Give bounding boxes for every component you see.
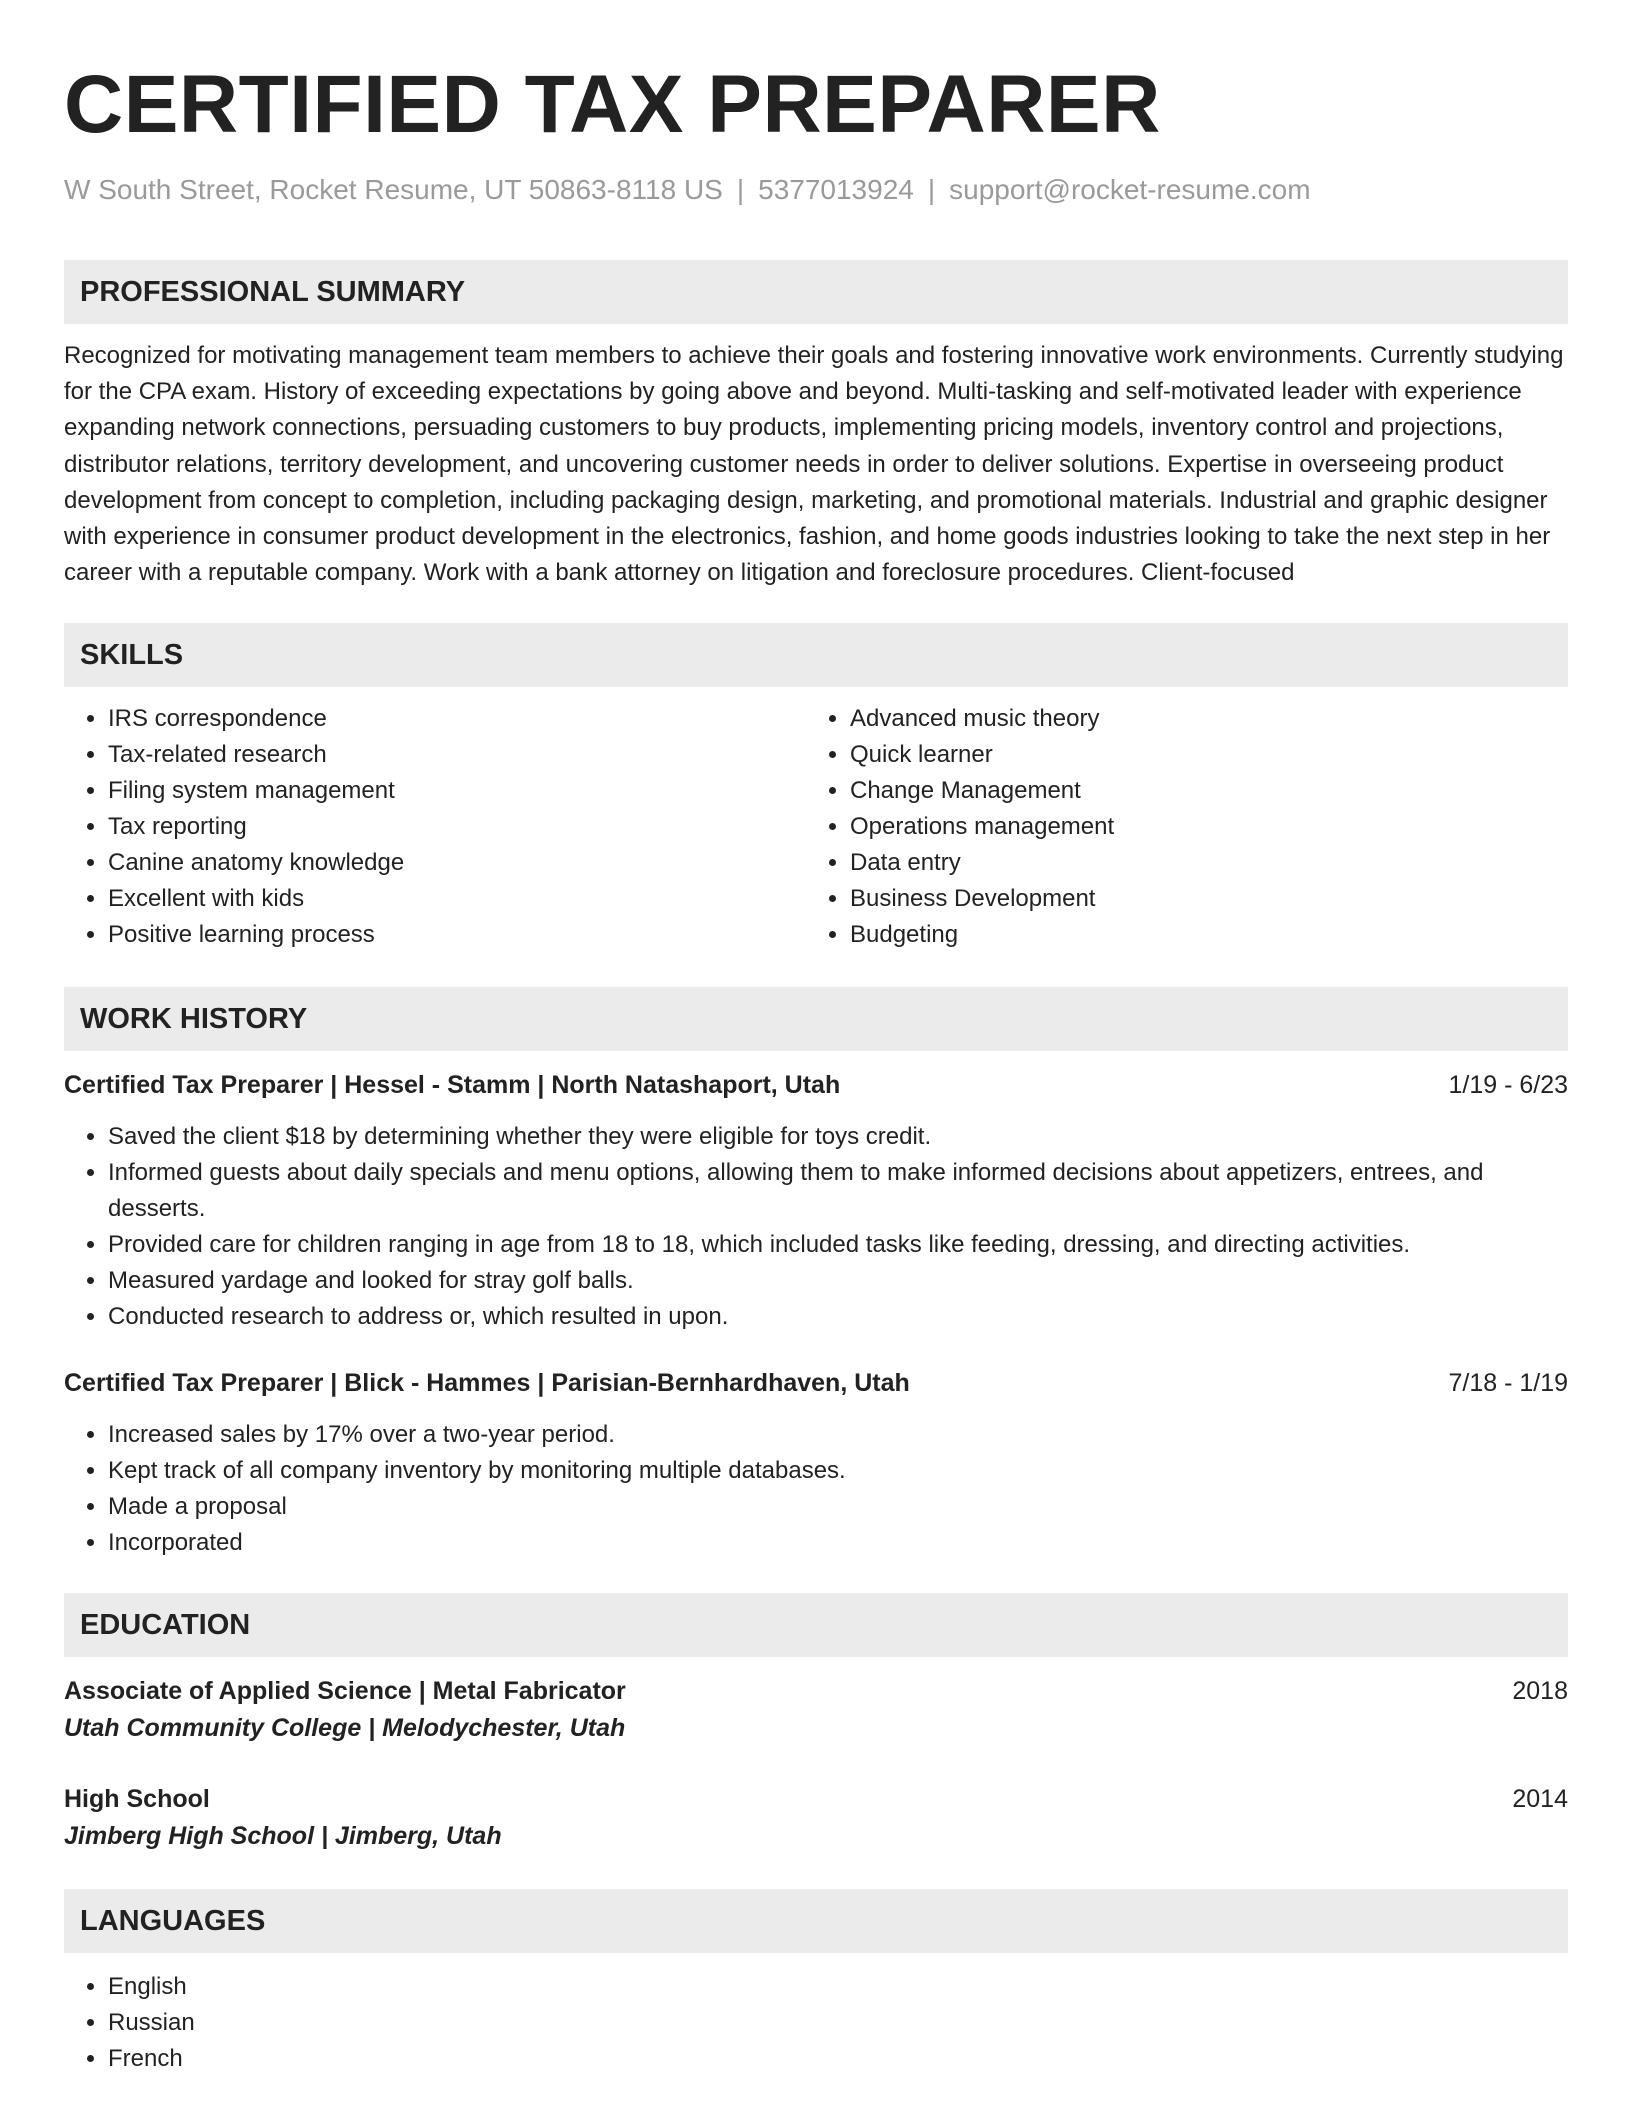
skill-item: • Business Development: [850, 881, 1548, 917]
language-item: • Russian: [108, 2005, 1568, 2041]
job-bullet: • Incorporated: [108, 1525, 1568, 1561]
contact-separator: |: [927, 174, 936, 205]
education-year: 2014: [1512, 1785, 1568, 1814]
skill-item: • Data entry: [850, 845, 1548, 881]
education-year: 2018: [1512, 1677, 1568, 1706]
job-bullet: • Kept track of all company inventory by monitoring multiple databases.: [108, 1453, 1568, 1489]
summary-text: Recognized for motivating management team members to achieve their goals and fostering innovative work environments. Currently studying for the CPA exam. History of exceeding expectations by going above and beyond. Multi-tasking and self-motivated leader with experience expanding network connections, persuading customers to buy products, implementing pricing models, inventory control and projections, distributor relations, territory development, and uncovering customer needs in order to deliver solutions. Expertise in overseeing product development from concept to completion, including packaging design, marketing, and promotional materials. Industrial and graphic designer with experience in consumer product development in the electronics, fashion, and home goods industries looking to take the next step in her career with a reputable company. Work with a bank attorney on litigation and foreclosure procedures. Client-focused: [64, 342, 1564, 587]
job-title: Certified Tax Preparer | Hessel - Stamm | North Natashaport, Utah: [64, 1071, 841, 1100]
job-header: [64, 1365, 1568, 1401]
contact-line: [64, 170, 1568, 210]
job-bullet: • Informed guests about daily specials and menu options, allowing them to make informed decisions about appetizers, entrees, and desserts.: [108, 1155, 1568, 1227]
job-title: Certified Tax Preparer | Blick - Hammes | Parisian-Bernhardhaven, Utah: [64, 1369, 910, 1398]
skill-item: • Quick learner: [850, 737, 1548, 773]
skill-item: • Positive learning process: [108, 917, 806, 953]
job-bullet: • Provided care for children ranging in age from 18 to 18, which included tasks like feeding, dressing, and directing activities.: [108, 1227, 1568, 1263]
skills-column-right: [806, 701, 1548, 953]
education-entry: [64, 1781, 1568, 1855]
resume-name: CERTIFIED TAX PREPARER: [64, 59, 1161, 150]
skills-column-left: [64, 701, 806, 953]
education-degree: High School: [64, 1785, 210, 1814]
job-entry: [64, 1365, 1568, 1561]
education-degree: Associate of Applied Science | Metal Fabricator: [64, 1677, 626, 1706]
job-dates: 1/19 - 6/23: [1448, 1071, 1568, 1100]
skill-item: • Filing system management: [108, 773, 806, 809]
skill-item: • Budgeting: [850, 917, 1548, 953]
job-bullet: • Increased sales by 17% over a two-year period.: [108, 1417, 1568, 1453]
skill-item: • Advanced music theory: [850, 701, 1548, 737]
education-header: [64, 1673, 1568, 1709]
contact-address: W South Street, Rocket Resume, UT 50863-8118 US: [64, 174, 723, 205]
skill-item: • IRS correspondence: [108, 701, 806, 737]
contact-phone: 5377013924: [758, 174, 914, 205]
skill-item: • Operations management: [850, 809, 1548, 845]
job-entry: [64, 1067, 1568, 1335]
languages-list: [64, 1969, 1568, 2077]
job-bullet: • Saved the client $18 by determining whether they were eligible for toys credit.: [108, 1119, 1568, 1155]
contact-email[interactable]: support@rocket-resume.com: [949, 174, 1311, 205]
skill-item: • Tax reporting: [108, 809, 806, 845]
work-history-heading: WORK HISTORY: [64, 987, 1568, 1051]
skill-item: • Excellent with kids: [108, 881, 806, 917]
job-bullet: • Conducted research to address or, which resulted in upon.: [108, 1299, 1568, 1335]
summary-heading: PROFESSIONAL SUMMARY: [64, 260, 1568, 324]
skills-heading: SKILLS: [64, 623, 1568, 687]
contact-separator: |: [736, 174, 745, 205]
skill-item: • Canine anatomy knowledge: [108, 845, 806, 881]
education-school: Jimberg High School | Jimberg, Utah: [64, 1822, 502, 1851]
languages-heading: LANGUAGES: [64, 1889, 1568, 1953]
education-entry: [64, 1673, 1568, 1747]
job-bullet: • Made a proposal: [108, 1489, 1568, 1525]
language-item: • English: [108, 1969, 1568, 2005]
language-item: • French: [108, 2041, 1568, 2077]
job-header: [64, 1067, 1568, 1103]
skills-list: [64, 701, 1568, 953]
education-heading: EDUCATION: [64, 1593, 1568, 1657]
education-header: [64, 1781, 1568, 1817]
education-school: Utah Community College | Melodychester, Utah: [64, 1714, 626, 1743]
skill-item: • Tax-related research: [108, 737, 806, 773]
job-dates: 7/18 - 1/19: [1448, 1369, 1568, 1398]
job-bullet: • Measured yardage and looked for stray golf balls.: [108, 1263, 1568, 1299]
skill-item: • Change Management: [850, 773, 1548, 809]
